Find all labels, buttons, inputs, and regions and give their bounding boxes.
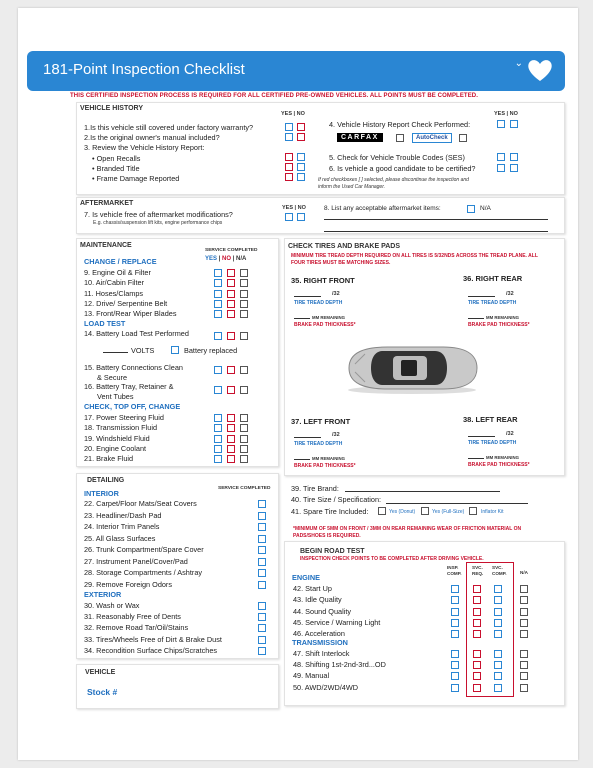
checkbox[interactable] xyxy=(227,279,235,287)
brake-pad-label: BRAKE PAD THICKNESS* xyxy=(294,322,356,328)
tire-label-left-rear: 38. LEFT REAR xyxy=(463,415,518,424)
brake-pad-label: BRAKE PAD THICKNESS* xyxy=(294,463,356,469)
check-item: 45. Service / Warning Light xyxy=(293,617,381,627)
question: 4. Vehicle History Report Check Performed: xyxy=(329,120,471,129)
checkbox[interactable] xyxy=(469,507,477,515)
check-item: 28. Storage Compartments / Ashtray xyxy=(84,568,203,577)
check-item: 32. Remove Road Tar/Oil/Stains xyxy=(84,623,189,633)
checkbox[interactable] xyxy=(494,619,502,627)
checkbox[interactable] xyxy=(520,672,528,680)
yes-no-header: YES | NO xyxy=(282,205,306,211)
checkbox[interactable] xyxy=(494,684,502,692)
checkbox[interactable] xyxy=(494,608,502,616)
checkbox[interactable] xyxy=(520,661,528,669)
volts-label: VOLTS xyxy=(131,346,155,355)
mm-remaining-label: MM REMAINING xyxy=(312,456,345,461)
tread-input-line[interactable] xyxy=(468,296,495,297)
checkbox[interactable] xyxy=(451,661,459,669)
check-item: 12. Drive/ Serpentine Belt xyxy=(84,298,168,308)
checkbox[interactable] xyxy=(520,596,528,604)
checkbox[interactable] xyxy=(520,684,528,692)
checkbox[interactable] xyxy=(451,585,459,593)
check-item: 15. Battery Connections Clean xyxy=(84,363,183,372)
section-heading: AFTERMARKET xyxy=(80,200,134,207)
check-item: 46. Acceleration xyxy=(293,629,345,639)
yes-no-header: YES | NO xyxy=(281,111,305,117)
example-text: E.g. chassis/suspension lift kits, engine performance chips xyxy=(93,220,223,226)
checkbox[interactable] xyxy=(473,650,481,658)
fraction-label: /32 xyxy=(506,291,514,297)
subheading: INTERIOR xyxy=(84,489,119,498)
checkbox[interactable] xyxy=(214,300,222,308)
column-header: COMP. xyxy=(492,571,507,576)
column-header: COMP. xyxy=(447,571,462,576)
checkbox[interactable] xyxy=(297,123,305,131)
subheading: CHANGE / REPLACE xyxy=(84,257,157,266)
column-header: REQ. xyxy=(472,571,484,576)
tire-notice: FOUR TIRES MUST BE MATCHING SIZES. xyxy=(291,260,391,266)
check-item: 31. Reasonably Free of Dents xyxy=(84,612,181,622)
checkbox[interactable] xyxy=(497,164,505,172)
section-heading: VEHICLE xyxy=(85,669,116,676)
checkbox[interactable] xyxy=(240,269,248,277)
brake-pad-label: BRAKE PAD THICKNESS* xyxy=(468,322,530,328)
note-text: inform the Used Car Manager. xyxy=(318,184,386,190)
checkbox[interactable] xyxy=(473,661,481,669)
tread-depth-label: TIRE TREAD DEPTH xyxy=(294,441,343,447)
checkbox[interactable] xyxy=(451,630,459,638)
check-item: 33. Tires/Wheels Free of Dirt & Brake Dust xyxy=(84,634,222,644)
car-top-view-image xyxy=(343,342,481,394)
checkbox[interactable] xyxy=(285,123,293,131)
checkbox[interactable] xyxy=(258,500,266,508)
column-header: SVC. xyxy=(492,565,503,570)
checkbox[interactable] xyxy=(258,647,266,655)
checkbox[interactable] xyxy=(240,310,248,318)
tire-size-input-line[interactable] xyxy=(386,503,528,504)
tread-depth-label: TIRE TREAD DEPTH xyxy=(468,440,517,446)
checkbox[interactable] xyxy=(520,585,528,593)
tire-label-left-front: 37. LEFT FRONT xyxy=(291,417,351,426)
checkbox[interactable] xyxy=(240,279,248,287)
checkbox[interactable] xyxy=(297,163,305,171)
checkbox[interactable] xyxy=(240,445,248,453)
checkbox[interactable] xyxy=(494,661,502,669)
question: 6. Is vehicle a good candidate to be certified? xyxy=(329,164,476,173)
tire-brand-label: 39. Tire Brand: xyxy=(291,484,339,493)
checkbox[interactable] xyxy=(214,435,222,443)
check-item: 17. Power Steering Fluid xyxy=(84,413,164,422)
mm-remaining-label: MM REMAINING xyxy=(486,315,519,320)
checkbox[interactable] xyxy=(240,424,248,432)
check-item: 49. Manual xyxy=(293,671,330,681)
carfax-logo: CARFAX xyxy=(337,133,383,142)
checkbox[interactable] xyxy=(494,585,502,593)
fraction-label: /32 xyxy=(332,291,340,297)
checkbox[interactable] xyxy=(214,290,222,298)
tread-depth-label: TIRE TREAD DEPTH xyxy=(294,300,343,306)
checkbox[interactable] xyxy=(258,581,266,589)
checkbox[interactable] xyxy=(214,445,222,453)
checkbox[interactable] xyxy=(520,650,528,658)
checkbox[interactable] xyxy=(473,608,481,616)
check-item: 48. Shifting 1st-2nd-3rd...OD xyxy=(293,660,386,670)
stock-number-label: Stock # xyxy=(87,687,118,697)
check-item: 29. Remove Foreign Odors xyxy=(84,579,173,589)
question: 2.Is the original owner's manual included? xyxy=(84,133,220,142)
bullet-item: • Frame Damage Reported xyxy=(92,174,180,183)
check-item: 30. Wash or Wax xyxy=(84,601,140,610)
check-item: 20. Engine Coolant xyxy=(84,443,147,453)
checkbox[interactable] xyxy=(497,120,505,128)
checkbox[interactable] xyxy=(473,630,481,638)
tire-label-right-rear: 36. RIGHT REAR xyxy=(463,274,523,283)
check-item: 24. Interior Trim Panels xyxy=(84,522,160,531)
check-item: 9. Engine Oil & Filter xyxy=(84,268,151,277)
section-heading: VEHICLE HISTORY xyxy=(80,105,144,112)
input-line[interactable] xyxy=(324,231,548,232)
service-header: SERVICE COMPLETED xyxy=(218,486,271,491)
column-header: SVC. xyxy=(472,565,483,570)
checkbox[interactable] xyxy=(258,512,266,520)
checkbox[interactable] xyxy=(497,153,505,161)
check-item: 43. Idle Quality xyxy=(293,595,342,605)
checkbox[interactable] xyxy=(240,414,248,422)
checkbox[interactable] xyxy=(451,619,459,627)
pad-notice: *MINIMUM OF 5MM ON FRONT / 3MM ON REAR REMAINING WEAR OF FRICTION MATERIAL ON xyxy=(293,526,522,532)
checkbox[interactable] xyxy=(297,133,305,141)
option-label: Yes (Donut) xyxy=(389,509,416,515)
checkbox[interactable] xyxy=(473,684,481,692)
column-header: INSP. xyxy=(447,565,459,570)
checkbox[interactable] xyxy=(240,455,248,463)
checkbox[interactable] xyxy=(494,650,502,658)
check-item: 23. Headliner/Dash Pad xyxy=(84,510,162,520)
subheading: ENGINE xyxy=(292,573,320,582)
checkbox[interactable] xyxy=(510,120,518,128)
checkbox[interactable] xyxy=(451,672,459,680)
tire-label-right-front: 35. RIGHT FRONT xyxy=(291,276,355,285)
checkbox[interactable] xyxy=(240,332,248,340)
checkbox[interactable] xyxy=(240,366,248,374)
checkbox[interactable] xyxy=(214,455,222,463)
mm-input-line[interactable] xyxy=(294,318,310,319)
checkbox[interactable] xyxy=(227,386,235,394)
pad-notice: PADS/SHOES IS REQUIRED. xyxy=(293,533,361,539)
option-label: Inflator Kit xyxy=(481,509,504,515)
checkbox[interactable] xyxy=(451,684,459,692)
checkbox[interactable] xyxy=(285,213,293,221)
road-test-notice: INSPECTION CHECK POINTS TO BE COMPLETED AFTER DRIVING VEHICLE. xyxy=(300,556,484,562)
checkbox[interactable] xyxy=(214,332,222,340)
input-line[interactable] xyxy=(324,219,548,220)
mm-input-line[interactable] xyxy=(294,459,310,460)
checkbox[interactable] xyxy=(421,507,429,515)
section-heading: CHECK TIRES AND BRAKE PADS xyxy=(288,243,401,250)
checkbox[interactable] xyxy=(520,630,528,638)
section-heading: MAINTENANCE xyxy=(80,242,132,249)
mm-remaining-label: MM REMAINING xyxy=(486,455,519,460)
checkbox[interactable] xyxy=(240,300,248,308)
checkbox[interactable] xyxy=(494,630,502,638)
checkbox[interactable] xyxy=(285,133,293,141)
checkbox[interactable] xyxy=(473,585,481,593)
checkbox[interactable] xyxy=(494,596,502,604)
checkbox[interactable] xyxy=(227,332,235,340)
checkbox[interactable] xyxy=(459,134,467,142)
checkbox[interactable] xyxy=(240,290,248,298)
check-item: 27. Instrument Panel/Cover/Pad xyxy=(84,556,188,566)
checkbox[interactable] xyxy=(258,613,266,621)
mm-remaining-label: MM REMAINING xyxy=(312,315,345,320)
certification-notice: THIS CERTIFIED INSPECTION PROCESS IS REQUIRED FOR ALL CERTIFIED PRE-OWNED VEHICLES. ALL POINTS MUST BE COMPLETED. xyxy=(70,93,478,99)
bullet-item: • Open Recalls xyxy=(92,154,141,163)
checkbox[interactable] xyxy=(227,290,235,298)
check-item: & Secure xyxy=(97,373,128,382)
checkbox[interactable] xyxy=(258,523,266,531)
tire-notice: MINIMUM TIRE TREAD DEPTH REQUIRED ON ALL TIRES IS 5/32NDS ACROSS THE TREAD PLANE. ALL xyxy=(291,253,538,259)
tread-depth-label: TIRE TREAD DEPTH xyxy=(468,300,517,306)
checkbox[interactable] xyxy=(378,507,386,515)
check-item: 14. Battery Load Test Performed xyxy=(84,329,189,338)
checkbox[interactable] xyxy=(227,269,235,277)
autocheck-logo: AutoCheck xyxy=(412,133,452,143)
question: 7. Is vehicle free of aftermarket modifications? xyxy=(84,210,233,219)
check-item: 18. Transmission Fluid xyxy=(84,423,157,433)
checkbox[interactable] xyxy=(258,535,266,543)
column-header: YES | NO | N/A xyxy=(205,256,247,262)
brake-pad-label: BRAKE PAD THICKNESS* xyxy=(468,462,530,468)
checkbox[interactable] xyxy=(258,636,266,644)
question: 5. Check for Vehicle Trouble Codes (SES) xyxy=(329,153,465,162)
subheading: TRANSMISSION xyxy=(292,638,348,647)
checkbox[interactable] xyxy=(473,619,481,627)
check-item: 42. Start Up xyxy=(293,584,332,593)
checkbox[interactable] xyxy=(285,163,293,171)
check-item: 16. Battery Tray, Retainer & xyxy=(84,382,174,391)
checkbox[interactable] xyxy=(214,424,222,432)
chevron-down-icon[interactable]: ⌄ xyxy=(514,58,523,69)
column-header: N/A xyxy=(520,570,528,575)
check-item: 19. Windshield Fluid xyxy=(84,433,150,443)
volts-input-line[interactable] xyxy=(103,352,128,353)
checkbox[interactable] xyxy=(240,386,248,394)
checkbox[interactable] xyxy=(258,602,266,610)
section-heading: BEGIN ROAD TEST xyxy=(300,548,365,555)
checkbox[interactable] xyxy=(297,153,305,161)
checkbox[interactable] xyxy=(297,173,305,181)
yes-no-header: YES | NO xyxy=(494,111,518,117)
subheading: LOAD TEST xyxy=(84,319,126,328)
checkbox[interactable] xyxy=(214,279,222,287)
checkbox[interactable] xyxy=(214,386,222,394)
checkbox[interactable] xyxy=(240,435,248,443)
check-item: 34. Recondition Surface Chips/Scratches xyxy=(84,645,218,655)
checkbox[interactable] xyxy=(451,608,459,616)
checkbox[interactable] xyxy=(214,414,222,422)
note-text: If red checkboxes [ ] selected, please discontinue the inspection and xyxy=(318,177,469,183)
checkbox[interactable] xyxy=(214,310,222,318)
checkbox[interactable] xyxy=(520,619,528,627)
checkbox[interactable] xyxy=(285,173,293,181)
checkbox[interactable] xyxy=(473,672,481,680)
check-item: 21. Brake Fluid xyxy=(84,454,134,464)
checkbox[interactable] xyxy=(227,366,235,374)
mm-input-line[interactable] xyxy=(468,458,484,459)
page-title: 181-Point Inspection Checklist xyxy=(43,61,245,78)
checkbox[interactable] xyxy=(297,213,305,221)
check-item: 11. Hoses/Clamps xyxy=(84,288,144,298)
check-item: 50. AWD/2WD/4WD xyxy=(293,682,359,692)
checkbox[interactable] xyxy=(396,134,404,142)
spare-tire-label: 41. Spare Tire Included: xyxy=(291,507,369,516)
fraction-label: /32 xyxy=(506,431,514,437)
checkbox[interactable] xyxy=(227,414,235,422)
checkbox[interactable] xyxy=(227,424,235,432)
checkbox[interactable] xyxy=(258,569,266,577)
checkbox[interactable] xyxy=(227,435,235,443)
section-heading: DETAILING xyxy=(87,477,125,484)
checkbox[interactable] xyxy=(467,205,475,213)
check-item: 47. Shift Interlock xyxy=(293,649,350,658)
service-header: SERVICE COMPLETED xyxy=(205,248,258,253)
check-item: 26. Trunk Compartment/Spare Cover xyxy=(84,545,204,554)
checkbox[interactable] xyxy=(494,672,502,680)
checkbox[interactable] xyxy=(214,366,222,374)
checkbox[interactable] xyxy=(227,310,235,318)
checkbox[interactable] xyxy=(258,546,266,554)
tire-size-label: 40. Tire Size / Specification: xyxy=(291,495,382,504)
question: 1.Is this vehicle still covered under factory warranty? xyxy=(84,123,254,132)
check-item: 25. All Glass Surfaces xyxy=(84,533,156,543)
bullet-item: • Branded Title xyxy=(92,164,140,173)
check-item: 10. Air/Cabin Filter xyxy=(84,278,145,288)
checkbox[interactable] xyxy=(227,445,235,453)
check-item: 13. Front/Rear Wiper Blades xyxy=(84,309,177,319)
battery-replaced-label: Battery replaced xyxy=(184,346,238,355)
checkbox[interactable] xyxy=(258,624,266,632)
check-item: 22. Carpet/Floor Mats/Seat Covers xyxy=(84,499,197,508)
checkbox[interactable] xyxy=(510,164,518,172)
question: 8. List any acceptable aftermarket items: xyxy=(324,205,441,212)
heart-logo-icon xyxy=(525,55,555,85)
title-banner xyxy=(27,51,565,91)
subheading: EXTERIOR xyxy=(84,590,122,599)
tire-brand-input-line[interactable] xyxy=(345,491,500,492)
question: 3. Review the Vehicle History Report: xyxy=(84,143,205,152)
checkbox[interactable] xyxy=(227,455,235,463)
checkbox[interactable] xyxy=(227,300,235,308)
tread-input-line[interactable] xyxy=(294,296,321,297)
checkbox[interactable] xyxy=(473,596,481,604)
fraction-label: /32 xyxy=(332,432,340,438)
checkbox[interactable] xyxy=(520,608,528,616)
tread-input-line[interactable] xyxy=(294,437,321,438)
checkbox[interactable] xyxy=(451,650,459,658)
mm-input-line[interactable] xyxy=(468,318,484,319)
checkbox[interactable] xyxy=(214,269,222,277)
checkbox[interactable] xyxy=(510,153,518,161)
checkbox[interactable] xyxy=(285,153,293,161)
na-label: N/A xyxy=(480,205,491,212)
check-item: 44. Sound Quality xyxy=(293,606,352,616)
checkbox[interactable] xyxy=(258,558,266,566)
tread-input-line[interactable] xyxy=(468,436,495,437)
option-label: Yes (Full-Size) xyxy=(432,509,465,515)
check-item: Vent Tubes xyxy=(97,392,134,401)
checkbox[interactable] xyxy=(171,346,179,354)
checkbox[interactable] xyxy=(451,596,459,604)
subheading: CHECK, TOP OFF, CHANGE xyxy=(84,402,181,411)
